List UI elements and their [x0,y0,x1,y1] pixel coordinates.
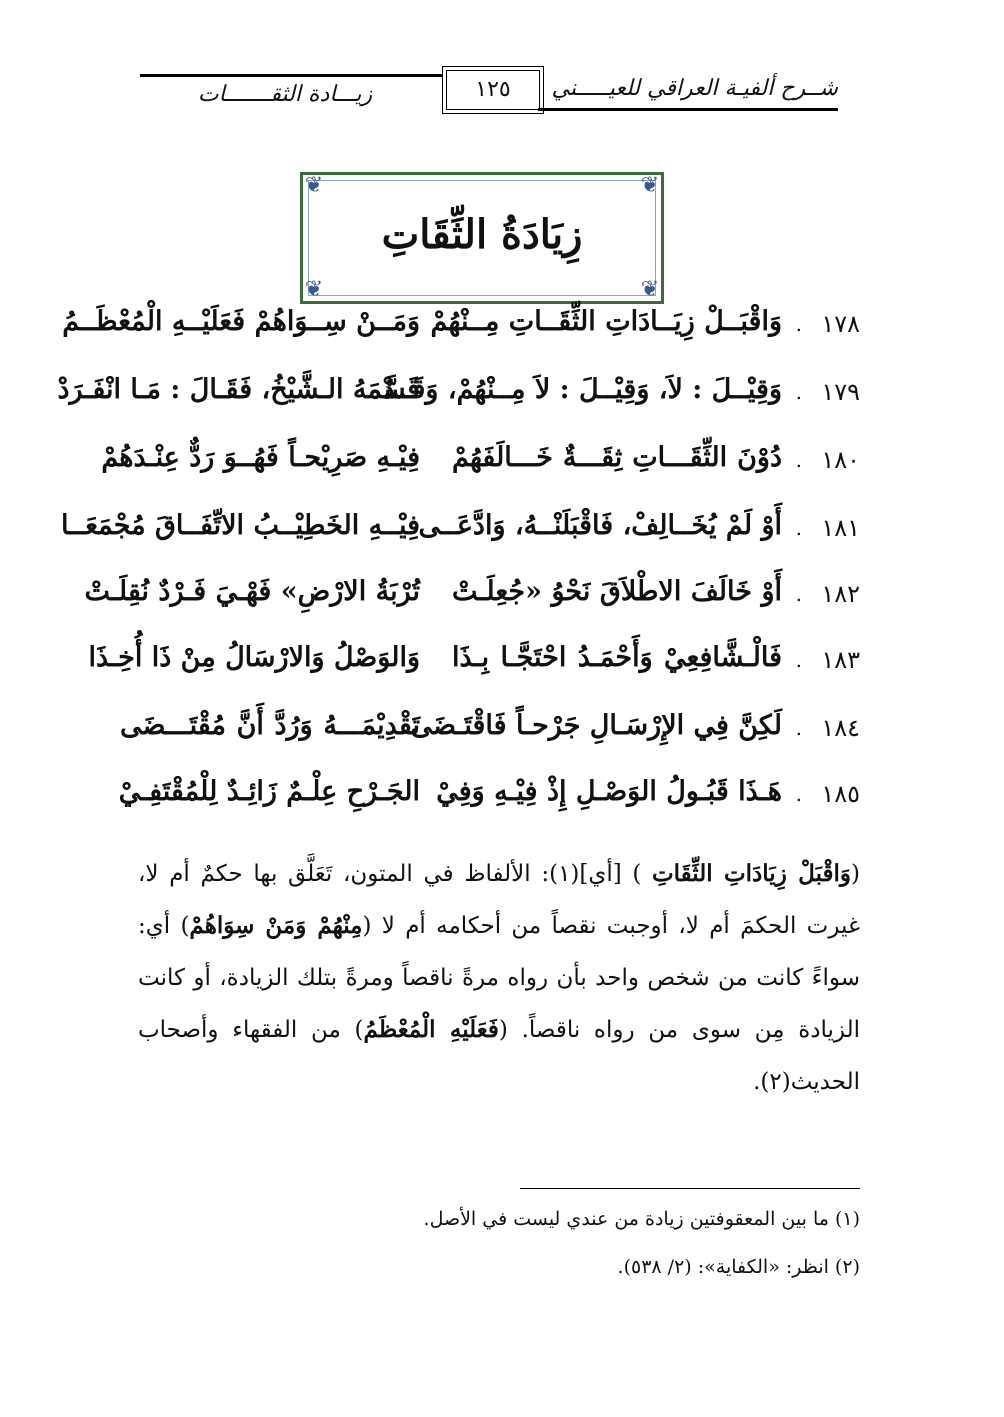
book-title-header: شــرح ألفيـة العراقي للعيـــــني [551,76,838,101]
header-right-rule [538,108,838,111]
verse-second-hemistich: فِيْــهِ الخَطِيْــبُ الاتِّفَــاقَ مُجْمَعَــا [61,510,420,541]
verse-first-hemistich: هَـذَا قَبُـولُ الوَصْـلِ إِذْ فِيْـهِ وَفِيْ [436,776,782,807]
verse-first-hemistich: وَقِيْــلَ : لاَ، وَقِيْــلَ : لاَ مِــنْهُمْ، وَقَــدْ [382,374,782,405]
verse-first-hemistich: دُوْنَ الثِّقَـــاتِ ثِقَـــةٌ خَـــالَفَهُمْ [452,442,782,473]
verse-second-hemistich: تُرْبَةُ الارْضِ» فَهْـيَ فَـرْدٌ نُقِلَـتْ [84,576,420,607]
commentary-text: ) أي: سواءً كانت من شخص واحد بأن رواه مرةً ناقصاً ومرةً بتلك الزيادة، أو كانت الزيادة مِن سوى من رواه ناقصاً. ( [138,913,860,1043]
ornament-icon: ❦ [304,277,324,302]
commentary-text: ) من الفقهاء وأصحاب الحديث(٢). [138,1017,860,1095]
verse-first-hemistich: أَوْ خَالَفَ الاطْلاَقَ نَحْوُ «جُعِلَـتْ [452,576,782,607]
verse-line: ١٨٢ . أَوْ خَالَفَ الاطْلاَقَ نَحْوُ «جُعِلَـتْ تُرْبَةُ الارْضِ» فَهْـيَ فَـرْدٌ نُقِلَـتْ [84,576,860,608]
verse-line: ١٧٨ . وَاقْبَــلْ زِيَــادَاتِ الثِّقَــاتِ مِــنْهُمْ وَمَــنْ سِــوَاهُمْ فَعَلَيْــهِ الْمُعْظَــمُ [62,306,860,338]
verse-second-hemistich: فِيْـهِ صَرِيْحـاً فَهُــوَ رَدٌّ عِنْـدَهُمْ [101,442,420,473]
ornament-icon: ❦ [304,173,324,198]
verse-second-hemistich: الجَـرْحِ عِلْـمٌ زَائِـدٌ لِلْمُقْتَفِـيْ [118,776,420,807]
chapter-title: زِيَادَةُ الثِّقَاتِ [381,211,583,258]
commentary-text: ) [أي](١): الألفاظ في المتون، تَعَلَّق بها حكمٌ أم لا، غيرت الحكمَ أم لا، أوجبت نقصاً من أحكامه أم لا ( [138,861,860,939]
commentary-paragraph: (وَاقْبَلْ زِيَادَاتِ الثِّقَاتِ ) [أي](١): الألفاظ في المتون، تَعَلَّق بها حكمٌ أم لا، غيرت الحكمَ أم لا، أوجبت نقصاً من أحكامه أم لا (مِنْهُمْ وَمَنْ سِوَاهُمْ) أي: سواءً كانت من شخص واحد بأن رواه مرةً ناقصاً ومرةً بتلك الزيادة، أو كانت الزيادة مِن سوى من رواه ناقصاً. (فَعَلَيْهِ الْمُعْظَمُ) من الفقهاء وأصحاب الحديث(٢). [138,860,860,1095]
ornament-icon: ❦ [640,173,660,198]
verse-line: ١٧٩ . وَقِيْــلَ : لاَ، وَقِيْــلَ : لاَ مِــنْهُمْ، وَقَــدْ قَسَّمَهُ الـشَّيْخُ، فَقَـالَ : مَـا انْفَـرَدْ [57,374,860,406]
verse-number: ١٨٥ [821,780,860,808]
verse-number: ١٧٨ [821,310,860,338]
verse-number: ١٨٢ [821,580,860,608]
verse-second-hemistich: قَسَّمَهُ الـشَّيْخُ، فَقَـالَ : مَـا انْفَـرَدْ [57,374,420,405]
page-number: ١٢٥ [446,70,540,110]
verse-number: ١٨٠ [821,446,860,474]
verse-line: ١٨٣ . فَالْـشَّافِعِيْ وَأَحْمَـدُ احْتَجَّـا بِـذَا وَالوَصْلُ وَالارْسَالُ مِنْ ذَا أُخِـذَا [88,642,860,674]
footnote: (٢) انظر: «الكفاية»: (٢/ ٥٣٨). [617,1256,860,1278]
chapter-title-header: زيـــادة الثقـــــــات [197,82,373,107]
quoted-verse-text: فَعَلَيْهِ الْمُعْظَمُ [363,1016,499,1043]
quoted-verse-text: مِنْهُمْ وَمَنْ سِوَاهُمْ [189,912,363,939]
verse-number: ١٨٣ [821,646,860,674]
verse-second-hemistich: وَمَــنْ سِــوَاهُمْ فَعَلَيْــهِ الْمُعْظَــمُ [62,306,420,337]
verse-line: ١٨٥ . هَـذَا قَبُـولُ الوَصْـلِ إِذْ فِيْـهِ وَفِيْ الجَـرْحِ عِلْـمٌ زَائِـدٌ لِلْمُقْتَفِـيْ [118,776,860,808]
verse-first-hemistich: لَكِنَّ فِي الإِرْسَـالِ جَرْحـاً فَاقْتَـضَى [410,710,782,741]
ornament-icon: ❦ [640,277,660,302]
chapter-title-frame [300,172,664,304]
quoted-verse-text: وَاقْبَلْ زِيَادَاتِ الثِّقَاتِ [652,860,851,887]
verse-first-hemistich: فَالْـشَّافِعِيْ وَأَحْمَـدُ احْتَجَّـا بِـذَا [452,642,782,673]
footnote-separator [520,1188,860,1189]
verse-number: ١٧٩ [821,378,860,406]
verse-line: ١٨٤ . لَكِنَّ فِي الإِرْسَـالِ جَرْحـاً فَاقْتَـضَى تَقْدِيْمَـــهُ وَرُدَّ أَنَّ مُقْتَـــضَى [120,710,860,742]
verse-second-hemistich: وَالوَصْلُ وَالارْسَالُ مِنْ ذَا أُخِـذَا [88,642,420,673]
verse-number: ١٨١ [821,514,860,542]
verse-second-hemistich: تَقْدِيْمَـــهُ وَرُدَّ أَنَّ مُقْتَـــضَى [120,710,420,741]
footnote: (١) ما بين المعقوفتين زيادة من عندي ليست في الأصل. [423,1208,860,1230]
verse-first-hemistich: أَوْ لَمْ يُخَــالِفْ، فَاقْبَلَنْــهُ، وَادَّعَــى [418,510,782,541]
verse-first-hemistich: وَاقْبَــلْ زِيَــادَاتِ الثِّقَــاتِ مِــنْهُمْ [430,306,782,337]
verse-line: ١٨٠ . دُوْنَ الثِّقَـــاتِ ثِقَـــةٌ خَـــالَفَهُمْ فِيْـهِ صَرِيْحـاً فَهُــوَ رَدٌّ عِنْـدَهُمْ [101,442,860,474]
verse-line: ١٨١ . أَوْ لَمْ يُخَــالِفْ، فَاقْبَلَنْــهُ، وَادَّعَــى فِيْــهِ الخَطِيْــبُ الاتِّفَــاقَ مُجْمَعَــا [61,510,860,542]
verse-number: ١٨٤ [821,714,860,742]
